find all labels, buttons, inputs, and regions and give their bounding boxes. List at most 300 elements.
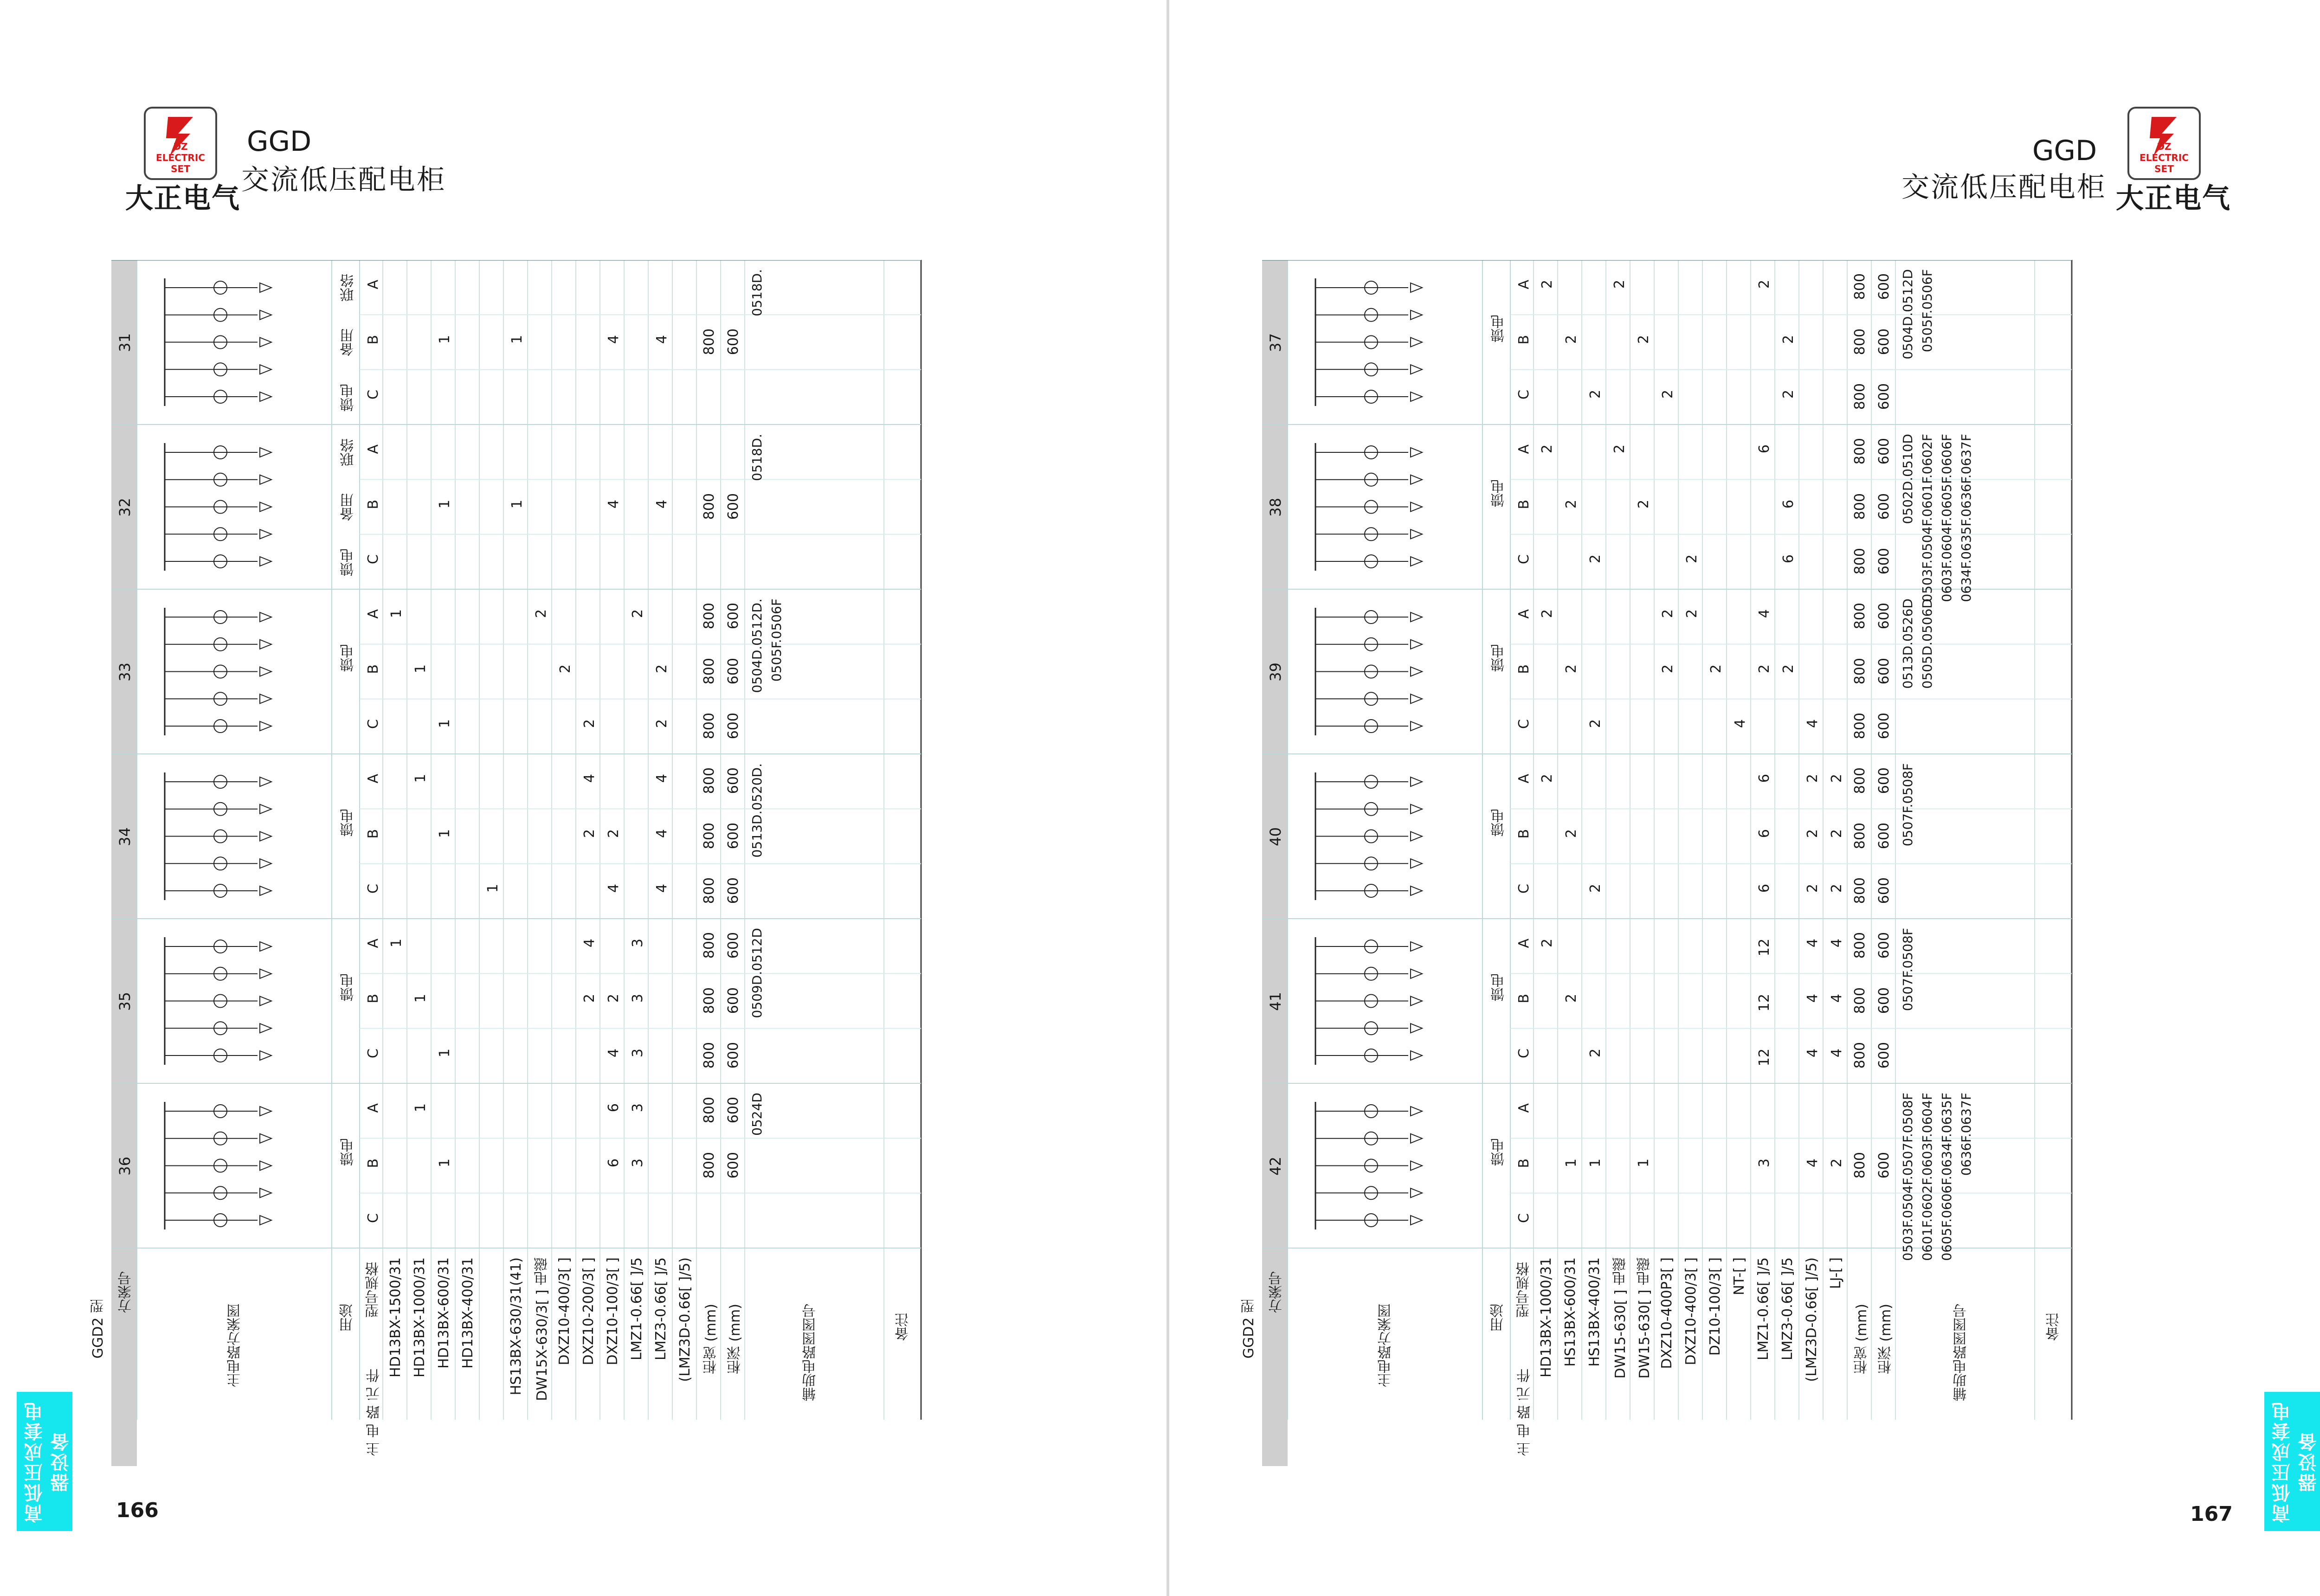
component-qty: 6 — [1756, 883, 1772, 893]
cabinet-depth: 600 — [1876, 438, 1892, 465]
component-row-label: DXZ10-100/3[ ] — [605, 1257, 621, 1365]
circuit-diagram — [1315, 443, 1422, 571]
brand-left — [125, 107, 478, 218]
aux-circuit-no: 0601F.0602F.0603F.0604F — [1920, 1093, 1935, 1261]
component-qty: 2 — [1539, 939, 1555, 948]
sub-row-label: A — [1516, 609, 1532, 619]
cabinet-width: 800 — [1852, 547, 1868, 575]
component-row-label: DZ10-100/3[ ] — [1707, 1257, 1723, 1356]
usage-label: 联络 — [340, 438, 356, 466]
scheme-number: 31 — [116, 333, 134, 352]
component-qty: 4 — [581, 774, 598, 783]
sub-row-label: B — [365, 993, 381, 1004]
component-qty: 2 — [654, 719, 670, 728]
component-row-label: (LMZ3D-0.66[ ]/5) — [1804, 1257, 1820, 1382]
cabinet-width: 800 — [1852, 657, 1868, 684]
logo-icon — [144, 107, 217, 180]
label-usage: 用途 — [339, 1304, 355, 1332]
scheme-table-right — [1241, 260, 2218, 1466]
component-qty: 1 — [412, 993, 429, 1003]
component-qty: 3 — [630, 1103, 646, 1113]
component-row-label: LMZ3-0.66[ ]/5 — [653, 1257, 669, 1360]
label-scheme-no: 方案号 — [1269, 1271, 1285, 1313]
component-qty: 2 — [581, 993, 598, 1003]
cabinet-depth: 600 — [725, 932, 741, 959]
component-qty: 1 — [412, 664, 429, 673]
page-number: 167 — [2190, 1502, 2233, 1526]
component-qty: 4 — [1756, 609, 1772, 618]
book-title: GGD — [2032, 135, 2097, 167]
label-aux-circuit: 辅助电路图图号 — [802, 1304, 818, 1401]
component-qty: 4 — [654, 774, 670, 783]
component-row-label: HD13BX-1000/31 — [1538, 1257, 1554, 1377]
cabinet-width: 800 — [701, 1042, 717, 1069]
cabinet-depth: 600 — [1876, 767, 1892, 794]
component-qty: 2 — [1539, 774, 1555, 783]
sub-row-label: C — [365, 1213, 381, 1223]
sub-row-label: B — [1516, 499, 1532, 509]
component-qty: 1 — [437, 499, 453, 508]
component-row-label: HD13BX-1000/31 — [412, 1257, 428, 1377]
sub-row-label: B — [1516, 664, 1532, 674]
circuit-diagram — [1315, 772, 1422, 900]
component-qty: 2 — [1829, 829, 1845, 838]
logo-text: DZ ELECTRIC SET — [2140, 141, 2189, 174]
component-row-label: HD13BX-1500/31 — [387, 1257, 404, 1377]
usage-label: 备用 — [340, 493, 356, 521]
scheme-number: 33 — [116, 662, 134, 682]
component-qty: 4 — [1804, 993, 1821, 1003]
component-qty: 2 — [1563, 993, 1579, 1003]
circuit-diagram — [165, 937, 271, 1065]
label-model: 型号规格 — [1516, 1262, 1532, 1318]
cabinet-width: 800 — [1852, 987, 1868, 1014]
sub-row-label: C — [1516, 719, 1532, 729]
scheme-number: 36 — [116, 1156, 134, 1176]
aux-circuit-no: 0505D.0506D — [1920, 598, 1935, 689]
cabinet-width: 800 — [1852, 383, 1868, 410]
component-qty: 6 — [606, 1103, 622, 1113]
component-qty: 4 — [1804, 1048, 1821, 1057]
cabinet-depth: 600 — [1876, 547, 1892, 575]
component-qty: 2 — [1684, 609, 1700, 618]
component-qty: 1 — [485, 883, 501, 893]
cabinet-width: 800 — [1852, 932, 1868, 959]
cabinet-depth: 600 — [725, 328, 741, 355]
component-qty: 6 — [606, 1158, 622, 1167]
component-qty: 3 — [1756, 1158, 1772, 1167]
label-cabinet-depth: 柜深 (mm) — [1878, 1304, 1894, 1374]
cabinet-width: 800 — [701, 328, 717, 355]
component-qty: 2 — [1539, 609, 1555, 618]
cabinet-width: 800 — [1852, 273, 1868, 300]
component-qty: 4 — [654, 883, 670, 893]
cabinet-width: 800 — [1852, 328, 1868, 355]
sub-row-label: C — [365, 389, 381, 399]
component-qty: 3 — [630, 1158, 646, 1167]
cabinet-width: 800 — [1852, 712, 1868, 740]
sub-row-label: B — [365, 335, 381, 345]
cabinet-width: 800 — [1852, 438, 1868, 465]
label-main-circuit: 主电路方案图 — [1378, 1304, 1394, 1387]
sub-row-label: A — [365, 609, 381, 619]
component-qty: 3 — [630, 993, 646, 1003]
sub-row-label: C — [365, 1048, 381, 1058]
aux-circuit-no: 0507F.0508F — [1900, 928, 1915, 1011]
cabinet-width: 800 — [701, 987, 717, 1014]
component-qty: 4 — [1804, 719, 1821, 728]
cabinet-depth: 600 — [1876, 273, 1892, 300]
component-qty: 1 — [1587, 1158, 1604, 1167]
component-row-label: HD13BX-400/31 — [460, 1257, 476, 1369]
component-qty: 4 — [1829, 993, 1845, 1003]
component-qty: 1 — [1563, 1158, 1579, 1167]
usage-label: 馈电 — [1491, 479, 1507, 507]
aux-circuit-no: 0503F.0504F.0601F.0602F — [1920, 434, 1935, 602]
cabinet-depth: 600 — [725, 603, 741, 630]
aux-circuit-no: 0605F.0606F.0634F.0635F — [1939, 1093, 1954, 1261]
aux-circuit-no: 0518D. — [749, 434, 765, 481]
component-qty: 2 — [1636, 499, 1652, 508]
component-qty: 1 — [388, 609, 405, 618]
cabinet-depth: 600 — [1876, 1152, 1892, 1178]
aux-circuit-no: 0509D.0512D — [749, 928, 765, 1018]
component-qty: 2 — [1829, 883, 1845, 893]
cabinet-depth: 600 — [725, 767, 741, 794]
scheme-number: 40 — [1267, 827, 1284, 846]
component-qty: 2 — [654, 664, 670, 673]
usage-label: 馈电 — [340, 1138, 356, 1166]
component-qty: 1 — [412, 774, 429, 783]
component-qty: 2 — [1660, 389, 1676, 399]
component-qty: 4 — [1829, 939, 1845, 948]
usage-label: 馈电 — [340, 383, 356, 412]
usage-label: 馈电 — [340, 548, 356, 576]
aux-circuit-no: 0513D.0526D — [1900, 598, 1915, 689]
logo-text: DZ ELECTRIC SET — [156, 141, 205, 174]
sub-row-label: A — [1516, 939, 1532, 948]
component-qty: 2 — [630, 609, 646, 618]
sub-row-label: B — [365, 664, 381, 674]
scheme-number: 38 — [1267, 497, 1284, 517]
book-subtitle: 交流低压配电柜 — [1901, 171, 2106, 204]
label-aux-circuit: 辅助电路图图号 — [1953, 1304, 1969, 1401]
component-qty: 2 — [1684, 554, 1700, 563]
component-qty: 2 — [1660, 609, 1676, 618]
cabinet-width: 800 — [701, 712, 717, 740]
type-label: GGD2 型 — [1241, 1299, 1257, 1359]
cabinet-width: 800 — [701, 932, 717, 959]
component-qty: 4 — [581, 939, 598, 948]
side-tab-left — [17, 1392, 72, 1531]
cabinet-depth: 600 — [725, 877, 741, 904]
component-qty: 2 — [1756, 664, 1772, 673]
page-number: 166 — [116, 1499, 159, 1522]
cabinet-width: 800 — [701, 493, 717, 520]
component-row-label: DW15-630[ ] 电磁 — [1637, 1257, 1653, 1379]
sub-row-label: A — [365, 774, 381, 784]
sub-row-label: A — [1516, 774, 1532, 784]
sub-row-label: C — [365, 554, 381, 564]
component-row-label: HD13BX-600/31 — [436, 1257, 452, 1369]
component-qty: 1 — [509, 335, 525, 344]
component-qty: 2 — [1563, 335, 1579, 344]
component-qty: 2 — [1756, 280, 1772, 289]
cabinet-depth: 600 — [725, 1152, 741, 1178]
component-qty: 2 — [1780, 664, 1797, 673]
aux-circuit-no: 0504D.0512D — [1900, 269, 1915, 360]
aux-circuit-no: 0504D.0512D. — [749, 598, 765, 693]
component-qty: 12 — [1756, 1048, 1772, 1067]
sub-row-label: A — [365, 939, 381, 948]
cabinet-depth: 600 — [1876, 328, 1892, 355]
cabinet-width: 800 — [701, 657, 717, 684]
sub-row-label: A — [1516, 444, 1532, 454]
component-qty: 6 — [1756, 444, 1772, 454]
component-row-label: LMZ3-0.66[ ]/5 — [1779, 1257, 1796, 1360]
cabinet-depth: 600 — [725, 1097, 741, 1124]
usage-label: 备用 — [340, 328, 356, 357]
usage-label: 馈电 — [340, 808, 356, 837]
cabinet-width: 800 — [1852, 822, 1868, 849]
component-row-label: HS13BX-400/31 — [1586, 1257, 1603, 1367]
component-row-label: HS13BX-600/31 — [1562, 1257, 1579, 1367]
cabinet-depth: 600 — [1876, 987, 1892, 1014]
sub-row-label: B — [365, 1158, 381, 1168]
component-row-label: DXZ10-200/3[ ] — [580, 1257, 597, 1365]
label-main-components: 主 电 路 元 件 — [1517, 1369, 1533, 1456]
component-row-label: DW15X-630/3[ ] 电磁 — [534, 1257, 550, 1401]
component-qty: 4 — [1804, 939, 1821, 948]
cabinet-width: 800 — [701, 1152, 717, 1178]
component-qty: 2 — [1611, 444, 1628, 454]
cabinet-depth: 600 — [1876, 932, 1892, 959]
side-tab-text: 高低压成套电器设备 — [24, 1400, 72, 1523]
label-cabinet-width: 柜宽 (mm) — [1854, 1304, 1870, 1374]
circuit-diagram — [1315, 608, 1422, 735]
sub-row-label: B — [1516, 829, 1532, 839]
sub-row-label: A — [365, 280, 381, 290]
sub-row-label: B — [1516, 1158, 1532, 1168]
cabinet-depth: 600 — [1876, 1042, 1892, 1069]
circuit-diagram — [165, 1102, 271, 1229]
cabinet-width: 800 — [701, 603, 717, 630]
book-subtitle: 交流低压配电柜 — [241, 164, 446, 196]
component-qty: 2 — [1804, 774, 1821, 783]
component-row-label: LMZ1-0.66[ ]/5 — [1755, 1257, 1772, 1360]
component-qty: 2 — [1587, 1048, 1604, 1057]
cabinet-depth: 600 — [725, 822, 741, 849]
component-qty: 1 — [437, 719, 453, 728]
label-cabinet-width: 柜宽 (mm) — [703, 1304, 719, 1374]
sub-row-label: A — [365, 444, 381, 454]
aux-circuit-no: 0502D.0510D — [1900, 434, 1915, 524]
usage-label: 馈电 — [340, 973, 356, 1001]
scheme-number: 41 — [1267, 991, 1284, 1011]
aux-circuit-no: 0636F.0637F — [1959, 1093, 1974, 1176]
sub-row-label: C — [1516, 1213, 1532, 1223]
component-qty: 2 — [1636, 335, 1652, 344]
right-page — [1169, 0, 2320, 1596]
label-remark: 备注 — [2046, 1313, 2062, 1341]
circuit-diagram — [165, 278, 271, 406]
cabinet-depth: 600 — [725, 657, 741, 684]
component-qty: 1 — [412, 1103, 429, 1113]
component-qty: 3 — [630, 939, 646, 948]
component-row-label: LJ-[ ] — [1828, 1257, 1844, 1289]
component-qty: 2 — [1539, 444, 1555, 454]
sub-row-label: A — [1516, 1103, 1532, 1113]
sub-row-label: C — [1516, 389, 1532, 399]
label-main-circuit: 主电路方案图 — [227, 1304, 243, 1387]
usage-label: 馈电 — [1491, 644, 1507, 672]
cabinet-width: 800 — [701, 877, 717, 904]
sub-row-label: A — [1516, 280, 1532, 290]
component-row-label: DXZ10-400/3[ ] — [1683, 1257, 1699, 1365]
component-row-label: (LMZ3D-0.66[ ]/5) — [677, 1257, 693, 1382]
component-qty: 2 — [581, 719, 598, 728]
label-main-components: 主 电 路 元 件 — [366, 1369, 382, 1456]
scheme-number: 32 — [116, 497, 134, 517]
circuit-diagram — [1315, 1102, 1422, 1229]
component-qty: 2 — [581, 829, 598, 838]
circuit-diagram — [165, 772, 271, 900]
component-qty: 2 — [1611, 280, 1628, 289]
sub-row-label: B — [1516, 335, 1532, 345]
sub-row-label: A — [365, 1103, 381, 1113]
cabinet-width: 800 — [1852, 877, 1868, 904]
scheme-number: 42 — [1267, 1156, 1284, 1176]
component-qty: 2 — [557, 664, 574, 673]
component-qty: 2 — [1780, 389, 1797, 399]
component-qty: 2 — [1829, 1158, 1845, 1167]
cabinet-depth: 600 — [1876, 877, 1892, 904]
component-row-label: DXZ10-400P3[ ] — [1659, 1257, 1675, 1369]
component-qty: 2 — [1587, 554, 1604, 563]
sub-row-label: B — [1516, 993, 1532, 1004]
aux-circuit-no: 0603F.0604F.0605F.0606F — [1939, 434, 1954, 602]
component-qty: 1 — [437, 1048, 453, 1057]
sub-row-label: B — [365, 829, 381, 839]
cabinet-width: 800 — [1852, 767, 1868, 794]
component-qty: 6 — [1756, 774, 1772, 783]
aux-circuit-no: 0513D.0520D. — [749, 763, 765, 858]
component-qty: 4 — [606, 883, 622, 893]
circuit-diagram — [165, 443, 271, 571]
book-title: GGD — [247, 125, 312, 158]
component-row-label: NT-[ ] — [1731, 1257, 1747, 1295]
cabinet-depth: 600 — [1876, 712, 1892, 740]
cabinet-width: 800 — [1852, 1152, 1868, 1178]
aux-circuit-no: 0634F.0635F.0636F.0637F — [1959, 434, 1974, 602]
component-qty: 1 — [437, 1158, 453, 1167]
component-qty: 2 — [1829, 774, 1845, 783]
label-usage: 用途 — [1490, 1304, 1506, 1332]
cabinet-width: 800 — [701, 822, 717, 849]
component-qty: 2 — [1804, 829, 1821, 838]
side-tab-text: 高低压成套电器设备 — [2272, 1400, 2320, 1523]
component-qty: 2 — [1563, 499, 1579, 508]
component-qty: 4 — [606, 499, 622, 508]
scheme-number: 34 — [116, 827, 134, 846]
scheme-table-left — [90, 260, 1067, 1466]
cabinet-depth: 600 — [725, 493, 741, 520]
component-qty: 6 — [1756, 829, 1772, 838]
scheme-number: 37 — [1267, 333, 1284, 352]
aux-circuit-no: 0524D — [749, 1093, 765, 1136]
aux-circuit-no: 0505F.0506F — [1920, 269, 1935, 353]
sub-row-label: C — [365, 883, 381, 894]
label-cabinet-depth: 柜深 (mm) — [727, 1304, 743, 1374]
component-row-label: HS13BX-630/31(41) — [508, 1257, 524, 1396]
component-qty: 2 — [1563, 664, 1579, 673]
aux-circuit-no: 0518D. — [749, 269, 765, 316]
cabinet-depth: 600 — [1876, 657, 1892, 684]
company-name: 大正电气 — [125, 182, 240, 215]
label-remark: 备注 — [895, 1313, 911, 1341]
component-qty: 4 — [606, 1048, 622, 1057]
component-qty: 2 — [606, 829, 622, 838]
circuit-diagram — [1315, 278, 1422, 406]
component-qty: 4 — [1829, 1048, 1845, 1057]
component-qty: 4 — [1732, 719, 1748, 728]
cabinet-width: 800 — [1852, 603, 1868, 630]
component-qty: 2 — [1804, 883, 1821, 893]
sub-row-label: B — [365, 499, 381, 509]
type-label: GGD2 型 — [90, 1299, 106, 1359]
component-qty: 12 — [1756, 993, 1772, 1011]
cabinet-width: 800 — [701, 1097, 717, 1124]
cabinet-width: 800 — [1852, 1042, 1868, 1069]
component-qty: 2 — [1660, 664, 1676, 673]
component-qty: 1 — [1636, 1158, 1652, 1167]
side-tab-right — [2264, 1392, 2320, 1531]
component-qty: 2 — [1708, 664, 1724, 673]
aux-circuit-no: 0507F.0508F — [1900, 763, 1915, 847]
component-qty: 2 — [606, 993, 622, 1003]
component-qty: 2 — [533, 609, 549, 618]
usage-label: 馈电 — [1491, 808, 1507, 837]
component-qty: 3 — [630, 1048, 646, 1057]
cabinet-depth: 600 — [1876, 822, 1892, 849]
component-qty: 4 — [1804, 1158, 1821, 1167]
scheme-number: 35 — [116, 991, 134, 1011]
label-model: 型号规格 — [365, 1262, 381, 1318]
cabinet-depth: 600 — [725, 1042, 741, 1069]
component-qty: 2 — [1539, 280, 1555, 289]
label-scheme-no: 方案号 — [118, 1271, 134, 1313]
usage-label: 联络 — [340, 274, 356, 302]
component-qty: 4 — [654, 499, 670, 508]
sub-row-label: C — [1516, 554, 1532, 564]
sub-row-label: C — [1516, 883, 1532, 894]
cabinet-width: 800 — [701, 767, 717, 794]
cabinet-depth: 600 — [1876, 383, 1892, 410]
component-qty: 2 — [1563, 829, 1579, 838]
logo-icon — [2127, 107, 2201, 180]
usage-label: 馈电 — [1491, 1138, 1507, 1166]
cabinet-width: 800 — [1852, 493, 1868, 520]
usage-label: 馈电 — [1491, 314, 1507, 342]
component-qty: 4 — [606, 335, 622, 344]
usage-label: 馈电 — [1491, 973, 1507, 1001]
sub-row-label: C — [1516, 1048, 1532, 1058]
circuit-diagram — [165, 608, 271, 735]
cabinet-depth: 600 — [1876, 603, 1892, 630]
component-qty: 2 — [1587, 719, 1604, 728]
component-qty: 4 — [654, 829, 670, 838]
component-qty: 2 — [1587, 883, 1604, 893]
